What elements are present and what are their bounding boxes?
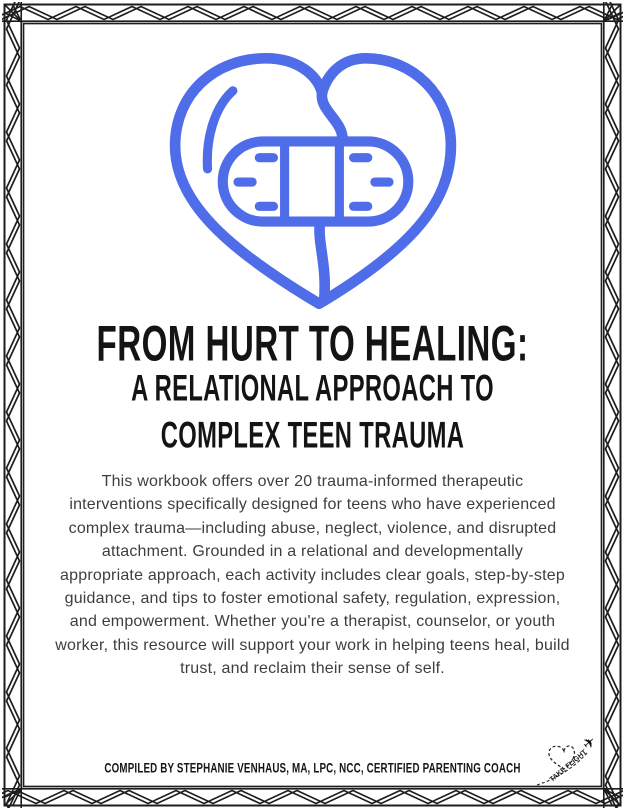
- description-line: guidance, and tips to foster emotional safety, regulation, expression,: [64, 590, 561, 608]
- subtitle-line-2: COMPLEX TEEN TRAUMA: [160, 415, 465, 457]
- airplane-icon: ✈: [579, 732, 600, 754]
- subtitle-line-1: A RELATIONAL APPROACH TO: [131, 368, 494, 410]
- description-line: appropriate approach, each activity includes clear goals, step-by-step: [60, 566, 565, 584]
- description-line: worker, this resource will support your work in helping teens heal, build: [55, 636, 570, 654]
- description-paragraph: [42, 470, 583, 681]
- mended-heart-logo: [167, 50, 459, 312]
- description-line: complex trauma—including abuse, neglect, violence, and disrupted: [68, 519, 557, 537]
- heart-crack-top-icon: [321, 93, 342, 142]
- doodle-text: TAKE FLIGHT: [548, 748, 589, 784]
- description-line: trust, and reclaim their sense of self.: [180, 660, 445, 678]
- heart-crack-bottom-icon: [319, 222, 324, 301]
- page-title: FROM HURT TO HEALING:: [96, 316, 529, 372]
- take-flight-doodle: [531, 731, 603, 791]
- description-line: and empowerment. Whether you're a therapist, counselor, or youth: [69, 613, 556, 631]
- description-line: interventions specifically designed for teens who have experienced: [69, 496, 556, 514]
- footer-credit: COMPILED BY STEPHANIE VENHAUS, MA, LPC, NCC, CERTIFIED PARENTING COACH: [104, 761, 521, 777]
- description-line: This workbook offers over 20 trauma-informed therapeutic: [101, 473, 524, 490]
- description-line: attachment. Grounded in a relational and developmentally: [101, 543, 524, 561]
- page-subtitle: [56, 366, 569, 460]
